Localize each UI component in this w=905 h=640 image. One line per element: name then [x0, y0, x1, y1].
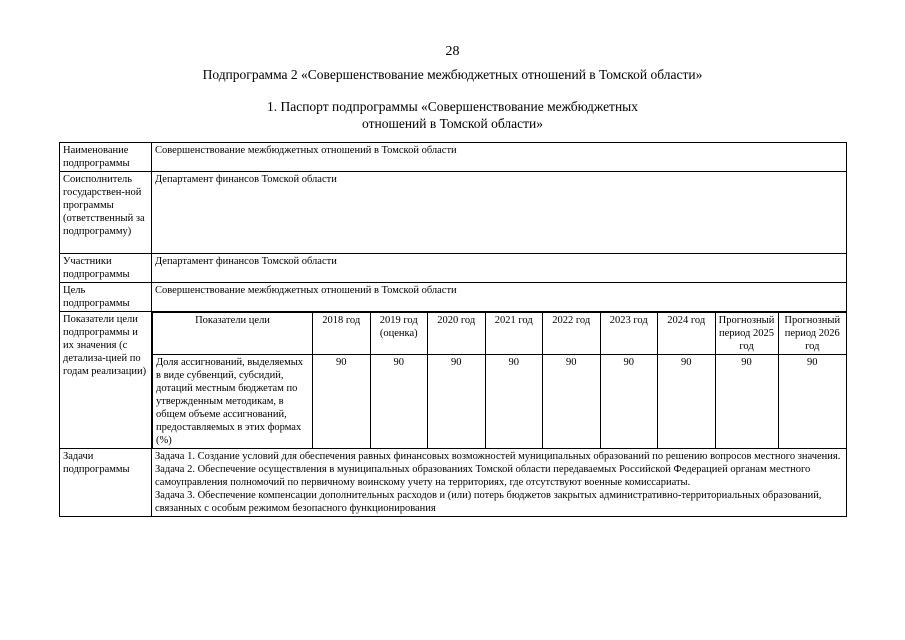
row-tasks-value — [152, 449, 847, 517]
page-number: 28 — [445, 44, 460, 59]
row-coexecutor-label: Соисполнитель государствен-ной программы (ответственный за подпрограмму) — [60, 172, 152, 254]
passport-heading-line-2: отношений в Томской области» — [362, 116, 543, 131]
row-coexecutor — [60, 172, 847, 254]
indicator-value: 90 — [600, 355, 658, 449]
year-header: Прогнозный период 2025 год — [715, 313, 778, 355]
year-header: 2020 год — [428, 313, 486, 355]
row-goal-value: Совершенствование межбюджетных отношений в Томской области — [152, 283, 847, 312]
year-header: 2023 год — [600, 313, 658, 355]
indicators-value-row — [153, 355, 847, 449]
indicators-header-row — [153, 313, 847, 355]
indicator-value: 90 — [370, 355, 428, 449]
indicator-value: 90 — [313, 355, 371, 449]
row-participants-label: Участники подпрограммы — [60, 254, 152, 283]
indicator-value: 90 — [658, 355, 716, 449]
row-participants-value: Департамент финансов Томской области — [152, 254, 847, 283]
row-name-value: Совершенствование межбюджетных отношений в Томской области — [152, 143, 847, 172]
indicator-name: Доля ассигнований, выделяемых в виде субвенций, субсидий, дотаций местным бюджетам по утвержденным методикам, в общем объеме ассигнований, предоставляемых в этих формах (%) — [153, 355, 313, 449]
row-indicators-label: Показатели цели подпрограммы и их значения (с детализа-цией по годам реализации) — [60, 312, 152, 449]
year-header: Прогнозный период 2026 год — [778, 313, 846, 355]
row-tasks-label: Задачи подпрограммы — [60, 449, 152, 517]
row-participants — [60, 254, 847, 283]
indicator-value: 90 — [428, 355, 486, 449]
row-tasks — [60, 449, 847, 517]
row-coexecutor-value: Департамент финансов Томской области — [152, 172, 847, 254]
task-item: Задача 2. Обеспечение осуществления в муниципальных образованиях Томской области передаваемых Российской Федерацией органам местного самоуправления полномочий по первичному воинскому учету на территориях, где отсутствуют военные комиссариаты. — [155, 464, 811, 488]
indicator-value: 90 — [543, 355, 601, 449]
year-header: 2019 год (оценка) — [370, 313, 428, 355]
year-header: 2021 год — [485, 313, 543, 355]
row-name-label: Наименование подпрограммы — [60, 143, 152, 172]
indicator-value: 90 — [715, 355, 778, 449]
indicator-value: 90 — [778, 355, 846, 449]
indicator-value: 90 — [485, 355, 543, 449]
row-goal — [60, 283, 847, 312]
row-indicators — [60, 312, 847, 449]
indicators-cell — [152, 312, 847, 449]
passport-heading-line-1: 1. Паспорт подпрограммы «Совершенствование межбюджетных — [266, 99, 639, 114]
indicators-table — [152, 312, 846, 448]
task-item: Задача 3. Обеспечение компенсации дополнительных расходов и (или) потерь бюджетов закрытых административно-территориальных образований, связанных с особым режимом безопасного функционирования — [155, 490, 822, 514]
passport-heading — [0, 98, 905, 132]
passport-table — [59, 142, 847, 517]
subprogram-title: Подпрограмма 2 «Совершенствование межбюджетных отношений в Томской области» — [202, 67, 703, 82]
row-name — [60, 143, 847, 172]
year-header: 2022 год — [543, 313, 601, 355]
task-item: Задача 1. Создание условий для обеспечения равных финансовых возможностей муниципальных образований по решению вопросов местного значения. — [155, 451, 841, 462]
indicators-header-name: Показатели цели — [153, 313, 313, 355]
row-goal-label: Цель подпрограммы — [60, 283, 152, 312]
year-header: 2018 год — [313, 313, 371, 355]
year-header: 2024 год — [658, 313, 716, 355]
